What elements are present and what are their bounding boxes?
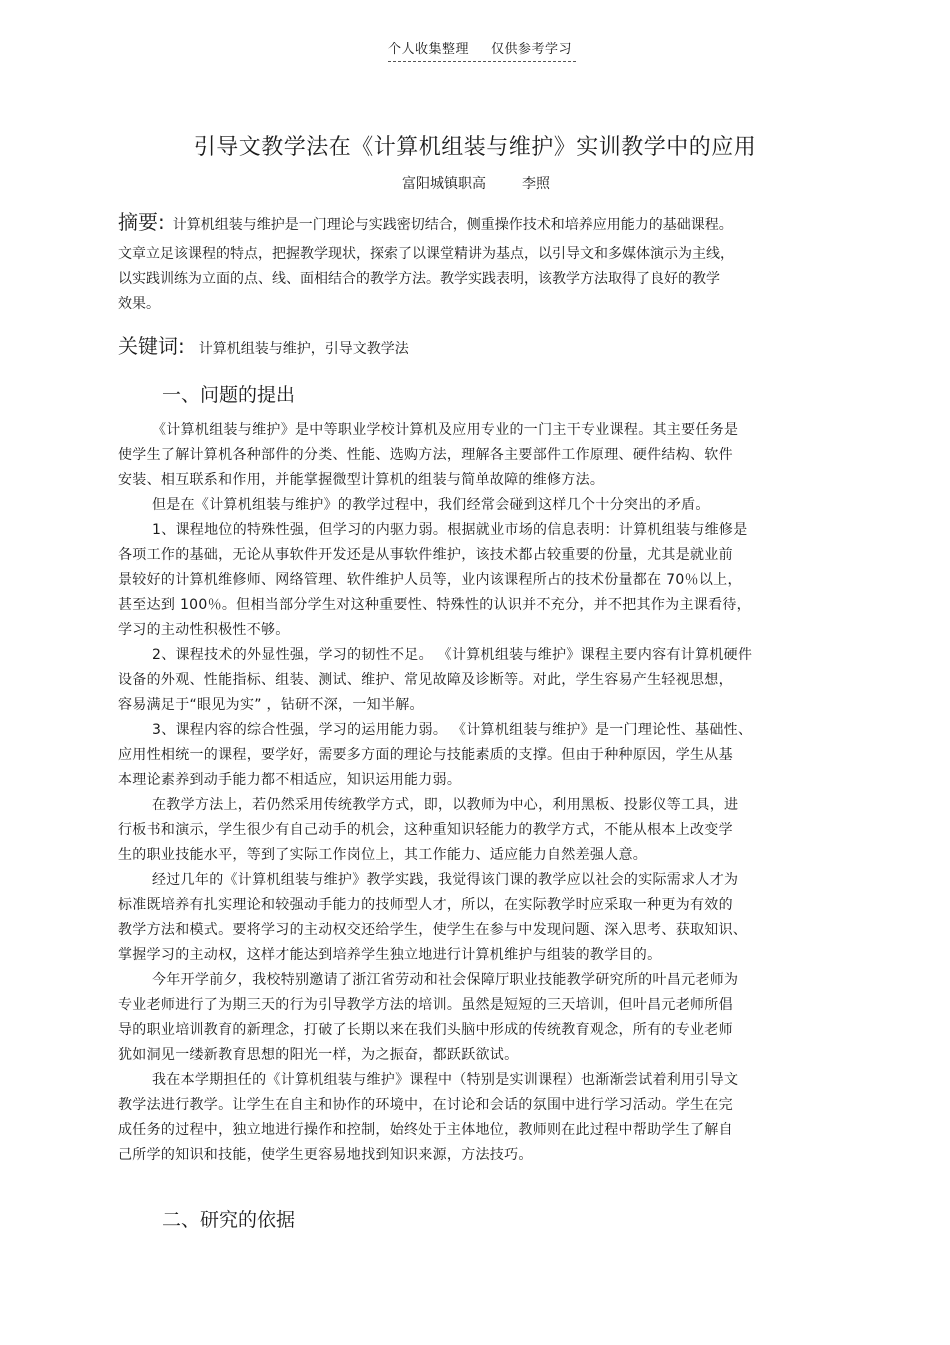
- author-name: 李照: [522, 176, 550, 192]
- paragraph-line: 犹如洞见一缕新教育思想的阳光一样，为之振奋，都跃跃欲试。: [118, 1047, 519, 1063]
- paragraph-line: 各项工作的基础，无论从事软件开发还是从事软件维护，该技术都占较重要的份量，尤其是就业前: [118, 547, 733, 563]
- paragraph-line: 经过几年的《计算机组装与维护》教学实践，我觉得该门课的教学应以社会的实际需求人才为: [152, 872, 739, 888]
- author-line: [402, 173, 550, 193]
- header-left-text: 个人收集整理: [388, 42, 470, 57]
- keywords-text: 计算机组装与维护，引导文教学法: [198, 341, 409, 357]
- paragraph-line: 甚至达到 100％。但相当部分学生对这种重要性、特殊性的认识并不充分，并不把其作为主课看待，: [118, 597, 751, 613]
- paragraph-line: 今年开学前夕，我校特别邀请了浙江省劳动和社会保障厅职业技能教学研究所的叶昌元老师为: [152, 972, 739, 988]
- abstract-line: 效果。: [118, 296, 160, 312]
- paragraph-line: 3、课程内容的综合性强，学习的运用能力弱。 《计算机组装与维护》是一门理论性、基础性、: [152, 722, 753, 738]
- abstract-first-line: [118, 206, 733, 235]
- paragraph-line: 本理论素养到动手能力都不相适应，知识运用能力弱。: [118, 772, 462, 788]
- paragraph-line: 安装、相互联系和作用，并能掌握微型计算机的组装与简单故障的维修方法。: [118, 472, 605, 488]
- abstract-body: [118, 242, 838, 317]
- paragraph-line: 应用性相统一的课程，要学好，需要多方面的理论与技能素质的支撑。但由于种种原因，学生从基: [118, 747, 733, 763]
- paragraph-line: 教学法进行教学。让学生在自主和协作的环境中，在讨论和会话的氛围中进行学习活动。学生在完: [118, 1097, 733, 1113]
- paragraph-line: 在教学方法上，若仍然采用传统教学方式，即，以教师为中心，利用黑板、投影仪等工具，进: [152, 797, 739, 813]
- paragraph-line: 2、课程技术的外显性强，学习的韧性不足。 《计算机组装与维护》课程主要内容有计算机硬件: [152, 647, 753, 663]
- paragraph-line: 生的职业技能水平，等到了实际工作岗位上，其工作能力、适应能力自然差强人意。: [118, 847, 648, 863]
- paragraph-line: 教学方法和模式。要将学习的主动权交还给学生，使学生在参与中发现问题、深入思考、获取知识、: [118, 922, 748, 938]
- paragraph-line: 容易满足于“眼见为实” ，钻研不深，一知半解。: [118, 697, 424, 713]
- document-title: 引导文教学法在《计算机组装与维护》实训教学中的应用: [193, 135, 757, 160]
- paragraph-line: 使学生了解计算机各种部件的分类、性能、选购方法，理解各主要部件工作原理、硬件结构、软件: [118, 447, 733, 463]
- paragraph-line: 学习的主动性积极性不够。: [118, 622, 290, 638]
- paragraph-line: 己所学的知识和技能，使学生更容易地找到知识来源，方法技巧。: [118, 1147, 533, 1163]
- paragraph-line: 标准既培养有扎实理论和较强动手能力的技师型人才，所以，在实际教学时应采取一种更为有效的: [118, 897, 733, 913]
- paragraph-line: 掌握学习的主动权，这样才能达到培养学生独立地进行计算机维护与组装的教学目的。: [118, 947, 662, 963]
- paragraph-line: 成任务的过程中，独立地进行操作和控制，始终处于主体地位，教师则在此过程中帮助学生了解自: [118, 1122, 733, 1138]
- abstract-label: 摘要:: [118, 210, 165, 234]
- section-heading-1: 一、问题的提出: [162, 384, 296, 406]
- paragraph-line: 1、课程地位的特殊性强，但学习的内驱力弱。根据就业市场的信息表明：计算机组装与维修是: [152, 522, 748, 538]
- paragraph-line: 行板书和演示，学生很少有自己动手的机会，这种重知识轻能力的教学方式，不能从根本上改变学: [118, 822, 733, 838]
- keywords-line: [118, 330, 409, 359]
- paragraph-line: 景较好的计算机维修师、网络管理、软件维护人员等，业内该课程所占的技术份量都在 70％以上，: [118, 572, 742, 588]
- abstract-line: 计算机组装与维护是一门理论与实践密切结合，侧重操作技术和培养应用能力的基础课程。: [172, 217, 733, 233]
- paragraph-line: 导的职业培训教育的新理念，打破了长期以来在我们头脑中形成的传统教育观念，所有的专业老师: [118, 1022, 733, 1038]
- paragraph-line: 但是在《计算机组装与维护》的教学过程中，我们经常会碰到这样几个十分突出的矛盾。: [152, 497, 710, 513]
- header-right-text: 仅供参考学习: [491, 42, 573, 57]
- abstract-line: 以实践训练为立面的点、线、面相结合的教学方法。教学实践表明，该教学方法取得了良好的教学: [118, 271, 720, 287]
- paragraph-line: 我在本学期担任的《计算机组装与维护》课程中（特别是实训课程）也渐渐尝试着利用引导文: [152, 1072, 739, 1088]
- abstract-line: 文章立足该课程的特点，把握教学现状，探索了以课堂精讲为基点，以引导文和多媒体演示为主线，: [118, 246, 734, 262]
- author-school: 富阳城镇职高: [402, 176, 486, 192]
- paragraph-line: 专业老师进行了为期三天的行为引导教学方法的培训。虽然是短短的三天培训，但叶昌元老师所倡: [118, 997, 733, 1013]
- paragraph-line: 《计算机组装与维护》是中等职业学校计算机及应用专业的一门主干专业课程。其主要任务是: [152, 422, 739, 438]
- section-heading-2: 二、研究的依据: [162, 1209, 296, 1231]
- page-header: [388, 38, 576, 62]
- keywords-label: 关键词:: [118, 334, 185, 358]
- paragraph-line: 设备的外观、性能指标、组装、测试、维护、常见故障及诊断等。对此，学生容易产生轻视思想，: [118, 672, 733, 688]
- section-1-body: [118, 418, 838, 1168]
